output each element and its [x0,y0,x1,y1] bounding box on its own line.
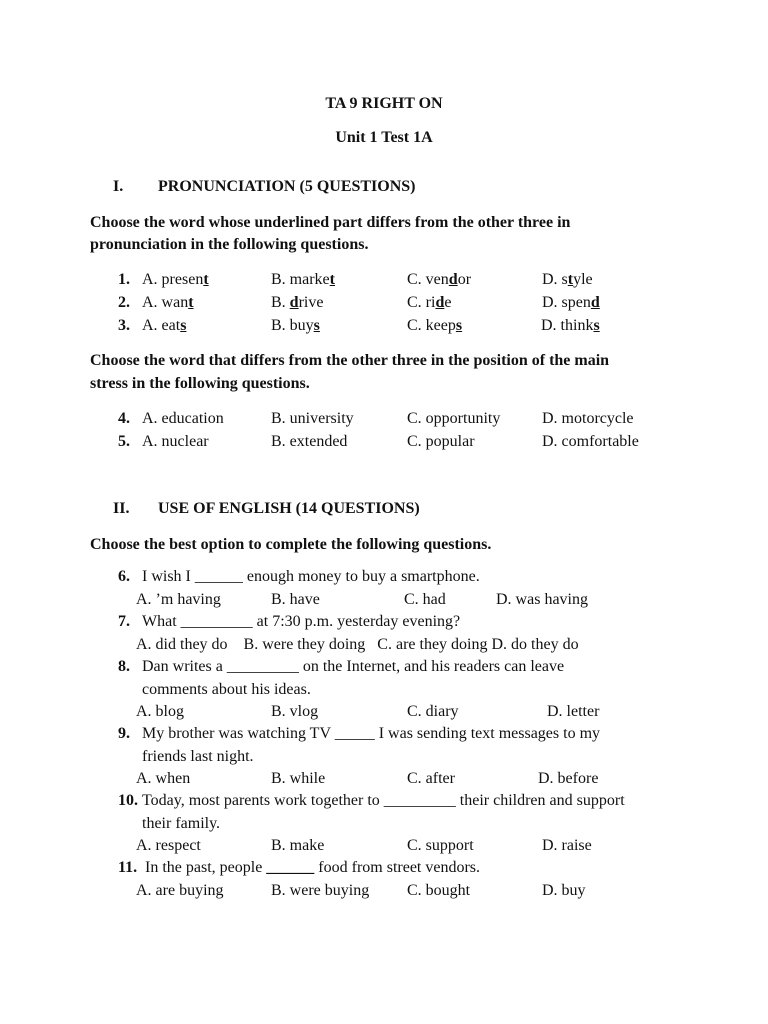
option-d: D. style [542,271,593,288]
option-a: A. education [142,410,224,427]
option-a: A. respect [136,837,201,854]
option-b: B. while [271,770,326,787]
document-subtitle: Unit 1 Test 1A [335,129,433,146]
question-number: 5. [118,433,130,450]
question-text: their family. [142,815,221,832]
question-number: 4. [118,410,130,427]
option-d: D. raise [542,837,592,854]
option-b: B. vlog [271,703,319,720]
instruction-line: Choose the best option to complete the following questions. [90,536,492,553]
option-a: A. blog [136,703,184,720]
option-a: A. when [136,770,191,787]
option-b: B. university [271,410,354,427]
section-heading: PRONUNCIATION (5 QUESTIONS) [158,178,416,195]
option-a: A. ’m having [136,591,221,608]
question-text: Today, most parents work together to _________ their children and support [142,792,625,809]
option-c: C. support [407,837,474,854]
question-text: comments about his ideas. [142,681,311,698]
option-c: C. diary [407,703,459,720]
option-a: A. present [142,271,209,288]
question-text: My brother was watching TV _____ I was sending text messages to my [142,725,601,742]
option-c: C. after [407,770,455,787]
option-a: A. want [142,294,194,311]
question-text: friends last night. [142,748,254,765]
document-title: TA 9 RIGHT ON [325,95,443,112]
option-d: D. before [538,770,599,787]
instruction-line: stress in the following questions. [90,375,310,392]
options-line: A. did they do B. were they doing C. are they doing D. do they do [136,636,579,653]
option-b: B. were buying [271,882,370,899]
question-number: 11. [118,859,138,876]
question-text: I wish I ______ enough money to buy a smartphone. [142,568,480,585]
option-c: C. opportunity [407,410,501,427]
option-c: C. vendor [407,271,472,288]
question-number: 3. [118,317,130,334]
option-a: A. are buying [136,882,224,899]
instruction-line: Choose the word whose underlined part differs from the other three in [90,214,571,231]
option-b: B. extended [271,433,348,450]
option-d: D. motorcycle [542,410,634,427]
option-d: D. thinks [541,317,600,334]
option-b: B. buys [271,317,320,334]
instruction-line: pronunciation in the following questions. [90,236,369,253]
option-d: D. buy [542,882,586,899]
section-heading: USE OF ENGLISH (14 QUESTIONS) [158,500,420,517]
option-b: B. have [271,591,320,608]
question-number: 10. [118,792,138,809]
question-text: What _________ at 7:30 p.m. yesterday evening? [142,613,461,630]
option-d: D. was having [496,591,588,608]
question-number: 6. [118,568,130,585]
option-b: B. drive [271,294,324,311]
question-number: 2. [118,294,130,311]
option-c: C. keeps [407,317,463,334]
option-b: B. make [271,837,325,854]
option-a: A. nuclear [142,433,209,450]
section-numeral: I. [113,178,124,195]
option-d: D. spend [542,294,600,311]
question-number: 7. [118,613,130,630]
option-c: C. had [404,591,446,608]
option-c: C. bought [407,882,471,899]
option-d: D. comfortable [542,433,639,450]
option-b: B. market [271,271,335,288]
question-number: 1. [118,271,130,288]
question-text: In the past, people ______ food from street vendors. [145,859,481,876]
option-d: D. letter [547,703,600,720]
question-number: 9. [118,725,130,742]
question-number: 8. [118,658,130,675]
option-a: A. eats [142,317,187,334]
question-text: Dan writes a _________ on the Internet, and his readers can leave [142,658,565,675]
option-c: C. popular [407,433,475,450]
instruction-line: Choose the word that differs from the other three in the position of the main [90,352,610,369]
option-c: C. ride [407,294,452,311]
section-numeral: II. [113,500,130,517]
